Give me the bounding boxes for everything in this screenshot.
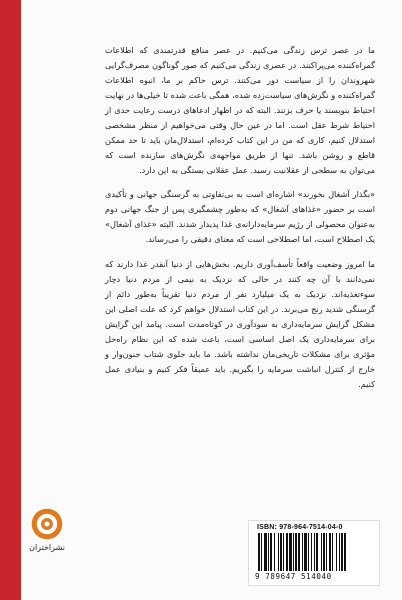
publisher-logo bbox=[24, 507, 70, 557]
red-spine-band bbox=[0, 0, 21, 600]
isbn-label: ISBN: 978-964-7514-04-0 bbox=[257, 524, 343, 531]
blurb-paragraph-3: ما امروز وضعیت واقعاً تأسف‌آوری داریم. بخش‌هایی از دنیا آنقدر غذا دارند که نمی‌دانند با آن چه کنند در حالی که نزدیک به نیمی از مردم دنیا دچار سوءتغذیه‌اند. نزدیک به یک میلیارد نفر از مردم دنیا تقریباً به‌طور دائم از گرسنگی شدید رنج می‌برند. در این کتاب استدلال خواهم کرد که علت اصلی این مشکل گرایش سرمایه‌داری به سودآوری در کوتاه‌مدت است. پیامد این گرایش برای سرمایه‌داری یک اصل اساسی است، باعث شده که این نظام راه‌حل مؤثری برای مشکلات تاریخی‌مان نداشته باشد. ما باید جلوی شتاب جنون‌وار و خارج از کنترل انباشت سرمایه را بگیریم. باید عمیقاً فکر کنیم و بنیادی عمل کنیم. bbox=[105, 259, 375, 389]
blurb-paragraph-1: ما در عصر ترس زندگی می‌کنیم. در عصر منافع قدرتمندی که اطلاعات گمراه‌کننده می‌پراکنند. در عصری زندگی می‌کنیم که صور گوناگون مصرف‌گرایی شهروندان را از سیاست دور می‌کنند. ترس حاکم بر ما، انبوه اطلاعات گمراه‌کننده و نگرش‌های سیاست‌زده شده، همگی باعث شده تا خیلی‌ها در نهایت احتیاط بنویسند یا حرف بزنند. البته که در اظهار ادعاهای درست رعایت حدی از احتیاط شرط عقل است. اما در عین حال وقتی می‌خواهیم از منظر مشخصی استدلال کنیم، کاری که من در این کتاب کرده‌ام، استدلال‌مان باید تا حد ممکن قاطع و روشن باشد. تنها از طریق مواجهه‌ی نگرش‌های سازنده است که می‌توان به سطحی از عقلانیت رسید. عمل عقلانی بستگی به این دارد. bbox=[105, 45, 375, 175]
barcode-digits: 9 789647 514040 bbox=[255, 572, 332, 581]
isbn-barcode-block bbox=[248, 520, 380, 586]
publisher-name: نشراختران bbox=[29, 543, 65, 552]
blurb-paragraph-2: «بگذار آشغال بخورند» اشاره‌ای است به بی‌تفاوتی به گرسنگی جهانی و تأکیدی است بر حضور «غذاهای آشغال» که به‌طور چشمگیری پس از جنگ جهانی دوم به‌عنوان محصولی از رژیم سرمایه‌دارانه‌ی غذا پدیدار شدند. البته «غذای آشغال» یک اصطلاح است، اما اصطلاحی است که معنای دقیقی را می‌رساند. bbox=[105, 189, 375, 244]
publisher-logo-icon bbox=[30, 507, 64, 541]
blurb-text bbox=[105, 43, 375, 399]
barcode-icon bbox=[257, 533, 371, 571]
